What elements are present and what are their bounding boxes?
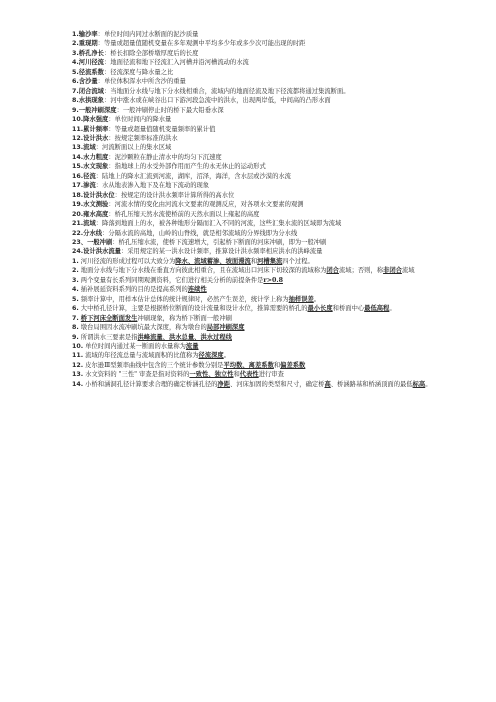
fill-text: 河川径流的形成过程可以大致分为 bbox=[80, 257, 176, 265]
fill-text: 和 bbox=[250, 257, 258, 265]
fill-text: 进行审查 bbox=[258, 371, 284, 379]
fill-answer: 净距 bbox=[217, 380, 230, 388]
item-number: 10. bbox=[72, 116, 84, 124]
fill-answer: 洪峰流量、洪水总量、洪水过程线 bbox=[137, 333, 232, 341]
fill-answer: 偏差系数 bbox=[280, 361, 306, 369]
definition-item bbox=[72, 219, 432, 228]
fill-text: 两个变量有长系列同期观测资料，它们进行相关分析的前提条件是 bbox=[80, 276, 264, 284]
fill-answer: 抽样误差 bbox=[288, 295, 314, 303]
definition-text: ：水从地表渗入地下及在地下流动的现象 bbox=[95, 182, 210, 190]
fill-in-list bbox=[72, 257, 432, 389]
fill-text: 频率计算中，用样本估计总体的统计规律时，必然产生误差，统计学上称为 bbox=[80, 295, 289, 303]
item-number: 14. bbox=[72, 380, 84, 388]
fill-answer: 最低高程 bbox=[364, 305, 390, 313]
definition-text: ：河流水情的变化由河流水文要素的观测反应，对各项水文要素的观测 bbox=[108, 201, 304, 209]
item-number: 10. bbox=[72, 342, 84, 350]
definition-item bbox=[72, 153, 432, 162]
definition-term: 河川径流 bbox=[78, 59, 104, 67]
definition-text: ：等量或超量值随机变量在多年观测中平均多少年或多少次可能出现的时距 bbox=[97, 40, 306, 48]
definition-text: ：指地球上的水受外部作用而产生的永无休止的运动形式 bbox=[108, 163, 266, 171]
item-number: 20. bbox=[72, 210, 84, 218]
definition-item bbox=[72, 162, 432, 171]
item-number: 15. bbox=[72, 163, 84, 171]
fill-item-13 bbox=[72, 370, 432, 379]
fill-item-4 bbox=[72, 285, 432, 294]
definition-text: ：径流深度与降水量之比 bbox=[103, 68, 174, 76]
definition-text: ：河中涨水或在峡谷出口下游河段急流中的洪水，出现两岸低，中间高的凸形水面 bbox=[103, 97, 331, 105]
fill-text: 和桥面中心 bbox=[332, 305, 365, 313]
fill-text: 小桥和涵洞孔径计算要求合理的确定桥涵孔径的 bbox=[85, 380, 218, 388]
fill-text: 冲刷现象，称为桥下断面一般冲刷 bbox=[137, 314, 232, 322]
item-number: 5. bbox=[72, 68, 79, 76]
definition-text: ：分隔水流的高地，山岭的山脊线，就是相邻流域的分界线即为分水线 bbox=[102, 229, 298, 237]
item-number: 21. bbox=[72, 220, 84, 228]
definition-term: 设计洪水 bbox=[83, 134, 109, 142]
definition-item bbox=[72, 247, 432, 256]
definition-item bbox=[72, 191, 432, 200]
fill-text: 地面分水线与地下分水线在垂直方向彼此相重合，且在流域出口河床下切较深的流域称为 bbox=[80, 267, 327, 275]
fill-text: 。 bbox=[389, 305, 396, 313]
fill-answer: 最小长度 bbox=[307, 305, 333, 313]
fill-answer: 桥下河床全断面发生 bbox=[80, 314, 138, 322]
definition-text: ：按规定的设计洪水频率计算所得的高水位 bbox=[114, 191, 235, 199]
definition-text: ：单位时间内同过水断面的泥沙质量 bbox=[97, 31, 199, 38]
item-number: 9. bbox=[72, 333, 79, 341]
fill-text: 墩台局围因水流冲刷坑最大深度，称为墩台的 bbox=[80, 324, 207, 332]
fill-text: 。 bbox=[223, 352, 230, 360]
fill-answer: 一致性、独立性 bbox=[189, 371, 234, 379]
definition-item bbox=[72, 58, 432, 67]
item-number: 11. bbox=[72, 352, 84, 360]
definition-term: 累计频率 bbox=[83, 125, 109, 133]
definitions-list bbox=[72, 30, 432, 257]
definition-item bbox=[72, 68, 432, 77]
definition-text: ：陆地上的降水汇流到河流，湖库，沼泽，海洋，含水层或沙漠的水流 bbox=[95, 172, 291, 180]
item-number: 12. bbox=[72, 361, 84, 369]
item-number: 6. bbox=[72, 78, 79, 86]
fill-answer: r>0.8 bbox=[263, 276, 283, 284]
definition-term: 渗流 bbox=[83, 182, 96, 190]
item-number: 9. bbox=[72, 106, 79, 114]
item-number: 12. bbox=[72, 134, 84, 142]
definition-item bbox=[72, 115, 432, 124]
definition-item bbox=[72, 125, 432, 134]
item-number: 5. bbox=[72, 295, 79, 303]
definition-term: 径流 bbox=[83, 172, 96, 180]
fill-text: 。 bbox=[425, 380, 432, 388]
definition-term: 降水强度 bbox=[83, 116, 109, 124]
item-number: 14. bbox=[72, 153, 84, 161]
item-number: 17. bbox=[72, 182, 84, 190]
definition-term: 水拱现象 bbox=[78, 97, 104, 105]
fill-answer: 局部冲刷深度 bbox=[206, 324, 245, 332]
fill-item-10 bbox=[72, 342, 432, 351]
fill-text: 流域的年径流总量与流域面积的比值称为 bbox=[85, 352, 199, 360]
fill-text: 大中桥孔径计算，主要是根据桥位断面的设计流量和设计水位，推算需要的桥孔的 bbox=[80, 305, 308, 313]
definition-term: 桥孔净长 bbox=[78, 49, 104, 57]
definition-item bbox=[72, 238, 432, 247]
fill-answer: 高 bbox=[324, 380, 331, 388]
fill-answer: 平均数、离差系数 bbox=[223, 361, 274, 369]
item-number: 13. bbox=[72, 371, 84, 379]
fill-text: 和 bbox=[233, 371, 240, 379]
fill-item-6 bbox=[72, 304, 432, 313]
definition-term: 设计洪水位 bbox=[83, 191, 115, 199]
definition-text: ：桥长扣除全部桥墩厚度后的长度 bbox=[103, 49, 199, 57]
definition-text: ：按规定频率标准的洪水 bbox=[108, 134, 178, 142]
definition-item bbox=[72, 143, 432, 152]
definition-term: 设计洪水流量 bbox=[83, 248, 121, 256]
item-number: 2. bbox=[72, 267, 79, 275]
item-number: 7. bbox=[72, 314, 79, 322]
fill-answer: 非闭合 bbox=[383, 267, 402, 275]
definition-term: 流域 bbox=[83, 220, 96, 228]
item-number: 24. bbox=[72, 248, 84, 256]
definition-text: ：降落到地面上的水，被各种地形分隔而汇入不同的河流，这些汇集水流的区域即为流域 bbox=[95, 220, 342, 228]
item-number: 4. bbox=[72, 59, 79, 67]
fill-item-3 bbox=[72, 276, 432, 285]
fill-item-7 bbox=[72, 314, 432, 323]
definition-term: 流域 bbox=[83, 144, 96, 152]
definition-term: 一般冲刷深度 bbox=[78, 106, 117, 114]
fill-item-12 bbox=[72, 361, 432, 370]
fill-text: 水文资料的 "三性" 审查是指对资料的 bbox=[85, 371, 190, 379]
fill-item-11 bbox=[72, 351, 432, 360]
fill-answer: 代表性 bbox=[239, 371, 259, 379]
item-number: 11. bbox=[72, 125, 84, 133]
definition-text: ：一般冲刷停止时的桥下最大铅垂水深 bbox=[116, 106, 224, 114]
definition-term: 水力粗度 bbox=[83, 153, 109, 161]
item-number: 8. bbox=[72, 324, 79, 332]
definition-item bbox=[72, 39, 432, 48]
item-number: 19. bbox=[72, 201, 84, 209]
definition-text: ：等量或超量值随机变量频率的累计值 bbox=[108, 125, 216, 133]
fill-text: 所谓洪水三要素是指 bbox=[80, 333, 138, 341]
definition-term: 闭合流域 bbox=[78, 87, 104, 95]
definition-term: 一般冲刷 bbox=[87, 238, 113, 246]
fill-text: 、桥涵路基和桥涵顶面的最低 bbox=[330, 380, 413, 388]
item-number: 7. bbox=[72, 87, 79, 95]
fill-item-9 bbox=[72, 333, 432, 342]
definition-text: ：单位时间内的降水量 bbox=[108, 116, 172, 124]
document-body bbox=[72, 30, 432, 389]
item-number: 1. bbox=[72, 31, 79, 38]
fill-answer: 闭合 bbox=[326, 267, 339, 275]
item-number: 22. bbox=[72, 229, 84, 237]
fill-item-1 bbox=[72, 257, 432, 266]
fill-answer: 河槽集流 bbox=[257, 257, 283, 265]
fill-item-14 bbox=[72, 380, 432, 389]
fill-text: 四个过程。 bbox=[282, 257, 314, 265]
definition-item bbox=[72, 77, 432, 86]
definition-text: ：桥孔压缩水流，使桥下流速增大，引起桥下断面的河床冲刷，即为一般冲刷 bbox=[112, 238, 327, 246]
item-number: 8. bbox=[72, 97, 79, 105]
fill-text: 单位时间内通过某一断面的水量称为 bbox=[85, 342, 186, 350]
definition-item bbox=[72, 172, 432, 181]
definition-item bbox=[72, 30, 432, 39]
fill-text: 。 bbox=[313, 295, 321, 303]
definition-item bbox=[72, 106, 432, 115]
definition-item bbox=[72, 49, 432, 58]
definition-item bbox=[72, 134, 432, 143]
item-number: 18. bbox=[72, 191, 84, 199]
definition-item bbox=[72, 181, 432, 190]
definition-item bbox=[72, 210, 432, 219]
definition-item bbox=[72, 96, 432, 105]
item-number: 1. bbox=[72, 257, 79, 265]
fill-answer: 径流深度 bbox=[198, 352, 224, 360]
fill-text: 和 bbox=[273, 361, 281, 369]
fill-answer: 连续性 bbox=[187, 286, 207, 294]
definition-text: ：当地面分水线与地下分水线相重合，流域内的地面径流及地下径流都将通过集流断面。 bbox=[103, 87, 350, 95]
fill-answer: 标高 bbox=[412, 380, 426, 388]
fill-item-5 bbox=[72, 295, 432, 304]
definition-item bbox=[72, 200, 432, 209]
fill-answer: 流量 bbox=[185, 342, 199, 350]
fill-text: 插补展延资料系列的目的是提高系列的 bbox=[80, 286, 188, 294]
definition-text: ：桥孔压缩天然水流使桥前的天然水面以上雍起的高度 bbox=[108, 210, 260, 218]
definition-text: ：单位体积浑水中所含沙的重量 bbox=[97, 78, 186, 86]
definition-text: ：泥沙颗粒在静止清水中的均匀下沉速度 bbox=[108, 153, 222, 161]
item-number: 13. bbox=[72, 144, 84, 152]
item-number: 23、 bbox=[72, 238, 88, 246]
item-number: 2. bbox=[72, 40, 79, 48]
definition-text: ：地面径流和地下径流汇入河槽并沿河槽流动的水流 bbox=[103, 59, 249, 67]
item-number: 16. bbox=[72, 172, 84, 180]
fill-text: 流域 bbox=[401, 267, 415, 275]
definition-term: 水文测验 bbox=[83, 201, 109, 209]
item-number: 3. bbox=[72, 49, 79, 57]
fill-item-8 bbox=[72, 323, 432, 332]
definition-term: 径流系数 bbox=[78, 68, 104, 76]
definition-text: ：采用规定的某一洪水设计频率，推算设计洪水频率相应洪水的洪峰流量 bbox=[120, 248, 323, 256]
definition-item bbox=[72, 87, 432, 96]
definition-term: 分水线 bbox=[83, 229, 103, 237]
definition-term: 输沙率 bbox=[78, 31, 98, 38]
fill-answer: 降水、流域蓄渗、坡面漫流 bbox=[175, 257, 251, 265]
definition-term: 含沙量 bbox=[78, 78, 98, 86]
fill-item-2 bbox=[72, 266, 432, 275]
item-number: 4. bbox=[72, 286, 79, 294]
definition-text: ：河流断面以上的集水区域 bbox=[95, 144, 172, 152]
item-number: 6. bbox=[72, 305, 79, 313]
definition-term: 水文现象 bbox=[83, 163, 109, 171]
fill-text: 流域；否则，称 bbox=[338, 267, 384, 275]
fill-text: 、河床加固的类型和尺寸，确定桥 bbox=[230, 380, 325, 388]
item-number: 3. bbox=[72, 276, 79, 284]
definition-term: 重现期 bbox=[78, 40, 98, 48]
definition-item bbox=[72, 229, 432, 238]
definition-term: 雍水高度 bbox=[83, 210, 109, 218]
fill-text: 皮尔逊Ⅲ型频率曲线中包含的三个统计参数分别是 bbox=[85, 361, 224, 369]
